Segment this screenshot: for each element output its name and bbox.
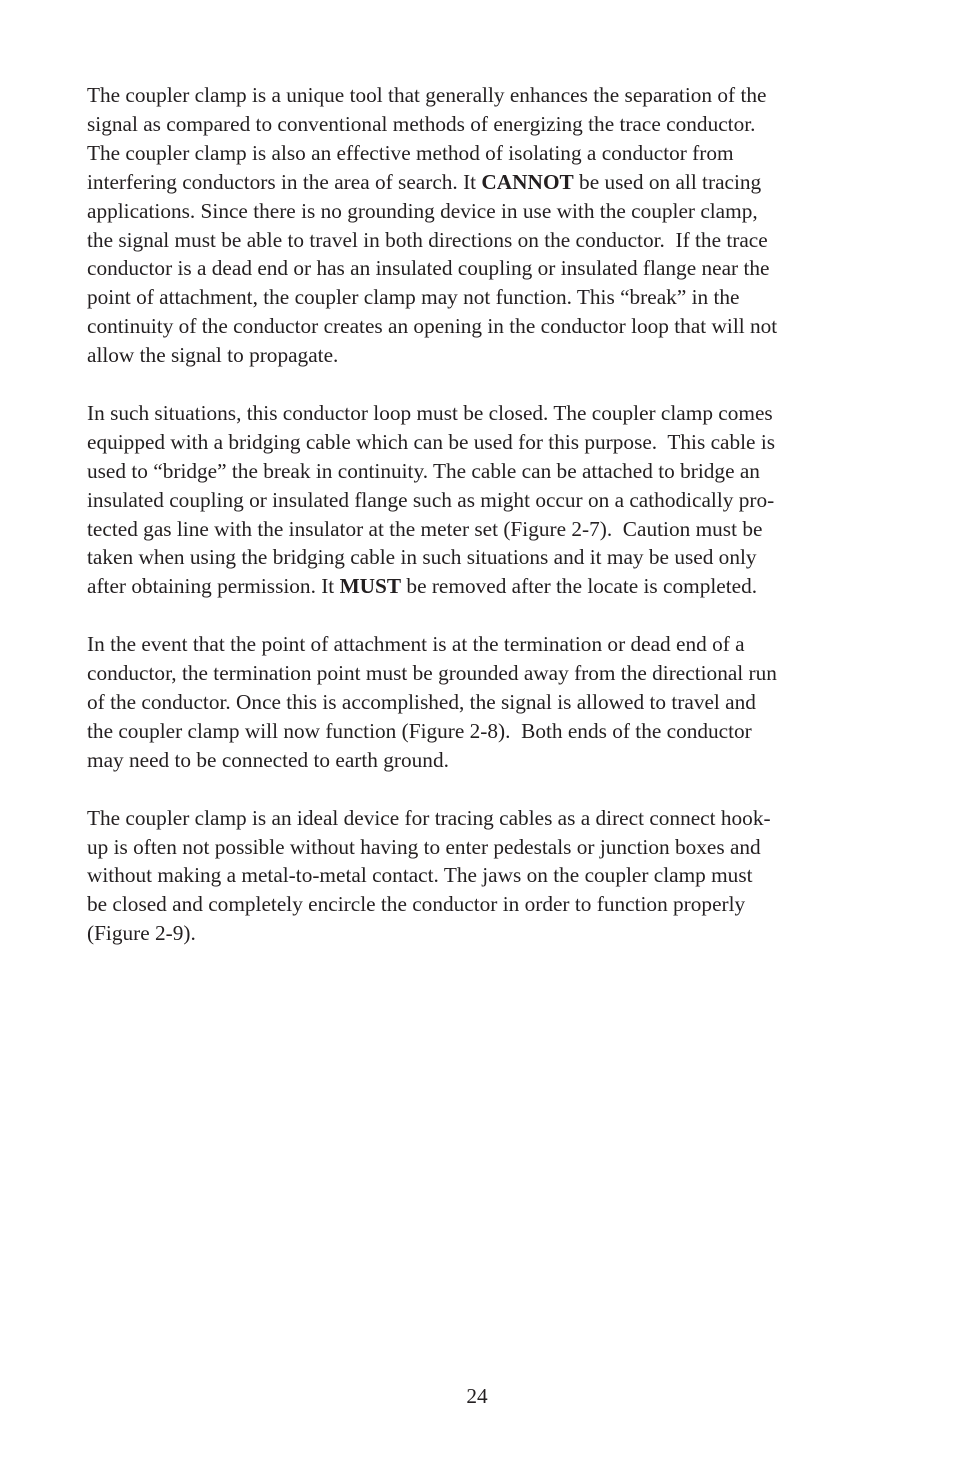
emphasis-must: MUST xyxy=(339,574,402,599)
text-line: The coupler clamp is an ideal device for tracing cables as a direct connect hook- xyxy=(87,805,771,830)
text-line: In such situations, this conductor loop must be closed. The coupler clamp comes xyxy=(87,400,773,425)
paragraph-coupler-clamp-intro xyxy=(87,81,877,370)
text-line: In the event that the point of attachment is at the termination or dead end of a xyxy=(87,632,745,657)
text-line: the coupler clamp will now function (Figure 2-8). Both ends of the conductor xyxy=(87,718,752,743)
body-text xyxy=(87,81,877,977)
text-line: point of attachment, the coupler clamp may not function. This “break” in the xyxy=(87,285,740,310)
text-line: of the conductor. Once this is accomplished, the signal is allowed to travel and xyxy=(87,690,756,714)
text-line: insulated coupling or insulated flange such as might occur on a cathodically pro- xyxy=(87,487,775,512)
text-line: may need to be connected to earth ground. xyxy=(87,747,449,772)
text-line: be closed and completely encircle the conductor in order to function properly xyxy=(87,892,746,917)
page-number: 24 xyxy=(466,1384,488,1408)
text-line: used to “bridge” the break in continuity. The cable can be attached to bridge an xyxy=(87,458,760,483)
text-line: applications. Since there is no grounding device in use with the coupler clamp, xyxy=(87,198,758,223)
text-line: The coupler clamp is also an effective method of isolating a conductor from xyxy=(87,140,734,165)
text-line: The coupler clamp is a unique tool that generally enhances the separation of the xyxy=(87,83,767,107)
text-line: continuity of the conductor creates an opening in the conductor loop that will not xyxy=(87,314,778,339)
text-line: equipped with a bridging cable which can be used for this purpose. This cable is xyxy=(87,429,776,454)
paragraph-bridging-cable xyxy=(87,399,877,601)
text-line: conductor, the termination point must be grounded away from the directional run xyxy=(87,661,777,686)
text-line: conductor is a dead end or has an insulated coupling or insulated flange near the xyxy=(87,256,770,281)
text-line: up is often not possible without having to enter pedestals or junction boxes and xyxy=(87,834,761,859)
text-line: taken when using the bridging cable in such situations and it may be used only xyxy=(87,545,757,570)
text-segment: be used on all tracing xyxy=(573,169,762,194)
text-line: (Figure 2-9). xyxy=(87,921,196,946)
text-line xyxy=(87,168,877,197)
paragraph-dead-end-termination xyxy=(87,630,877,775)
text-segment: after obtaining permission. It xyxy=(87,574,340,599)
emphasis-cannot: CANNOT xyxy=(481,169,574,194)
text-line: without making a metal-to-metal contact. The jaws on the coupler clamp must xyxy=(87,863,753,888)
text-line: signal as compared to conventional methods of energizing the trace conductor. xyxy=(87,111,756,136)
text-segment: be removed after the locate is completed. xyxy=(401,574,758,599)
text-line: allow the signal to propagate. xyxy=(87,343,339,368)
text-segment: interfering conductors in the area of search. It xyxy=(87,169,482,194)
text-line: the signal must be able to travel in both directions on the conductor. If the trace xyxy=(87,227,768,252)
text-line xyxy=(87,572,877,601)
text-line: tected gas line with the insulator at the meter set (Figure 2-7). Caution must be xyxy=(87,516,763,541)
paragraph-tracing-cables xyxy=(87,804,877,949)
